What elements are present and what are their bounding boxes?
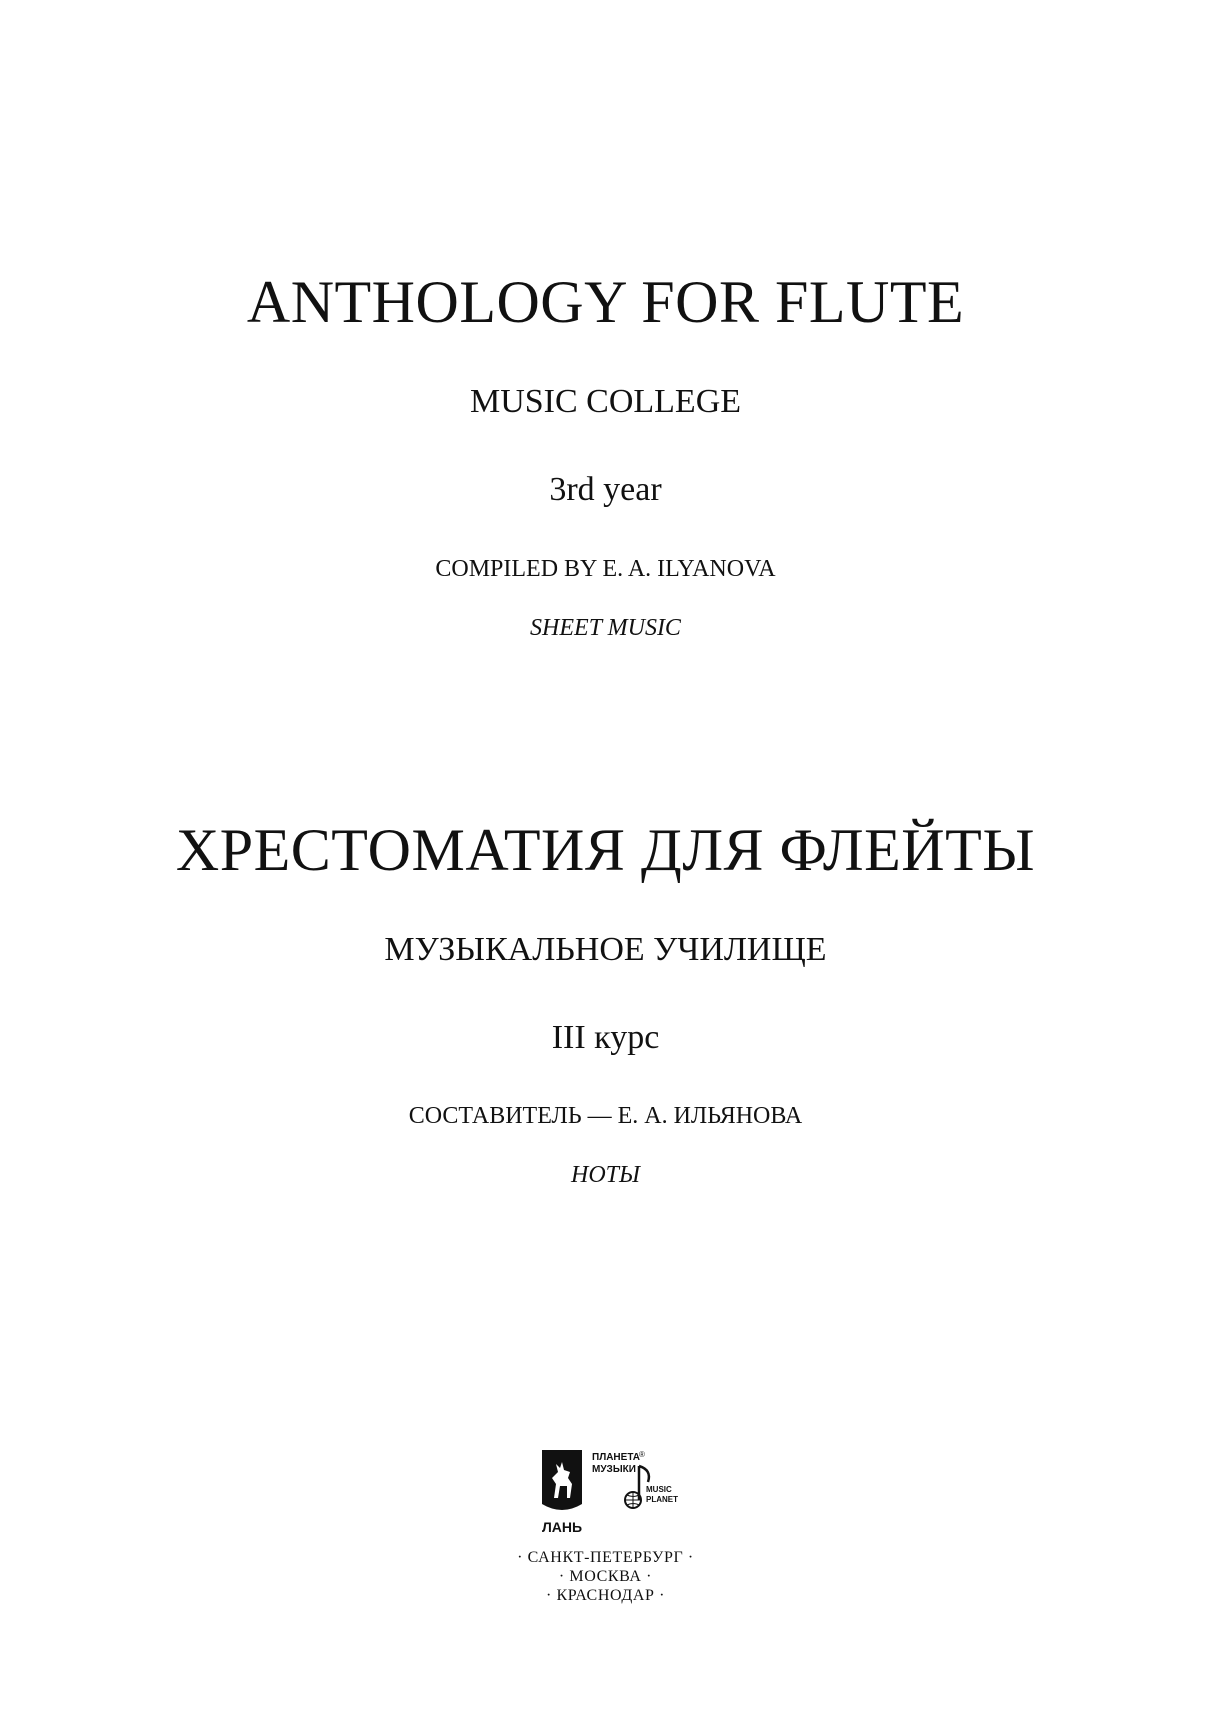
planet-ru-line2: МУЗЫКИ [592,1464,636,1475]
english-title: ANTHOLOGY FOR FLUTE [246,269,965,335]
planet-en-line2: PLANET [646,1495,678,1504]
registered-mark: ® [639,1450,645,1459]
english-kind: SHEET MUSIC [530,615,681,641]
planet-ru-line1: ПЛАНЕТА [592,1452,641,1463]
russian-title: ХРЕСТОМАТИЯ ДЛЯ ФЛЕЙТЫ [175,817,1036,883]
english-compiler: COMPILED BY E. A. ILYANOVA [435,556,776,582]
publisher-logo [540,1448,680,1544]
publisher-city-1: · САНКТ-ПЕТЕРБУРГ · [517,1549,694,1566]
russian-compiler: СОСТАВИТЕЛЬ — Е. А. ИЛЬЯНОВА [408,1103,803,1129]
planet-en-line1: MUSIC [646,1485,672,1494]
english-institution: MUSIC COLLEGE [469,383,742,420]
russian-year: III курс [551,1019,660,1056]
russian-institution: МУЗЫКАЛЬНОЕ УЧИЛИЩЕ [384,931,827,968]
russian-kind: НОТЫ [571,1162,640,1188]
lan-wordmark: ЛАНЬ [541,1519,583,1535]
publisher-city-2: · МОСКВА · [558,1568,653,1585]
publisher-city-3: · КРАСНОДАР · [545,1587,666,1604]
english-year: 3rd year [549,471,662,508]
